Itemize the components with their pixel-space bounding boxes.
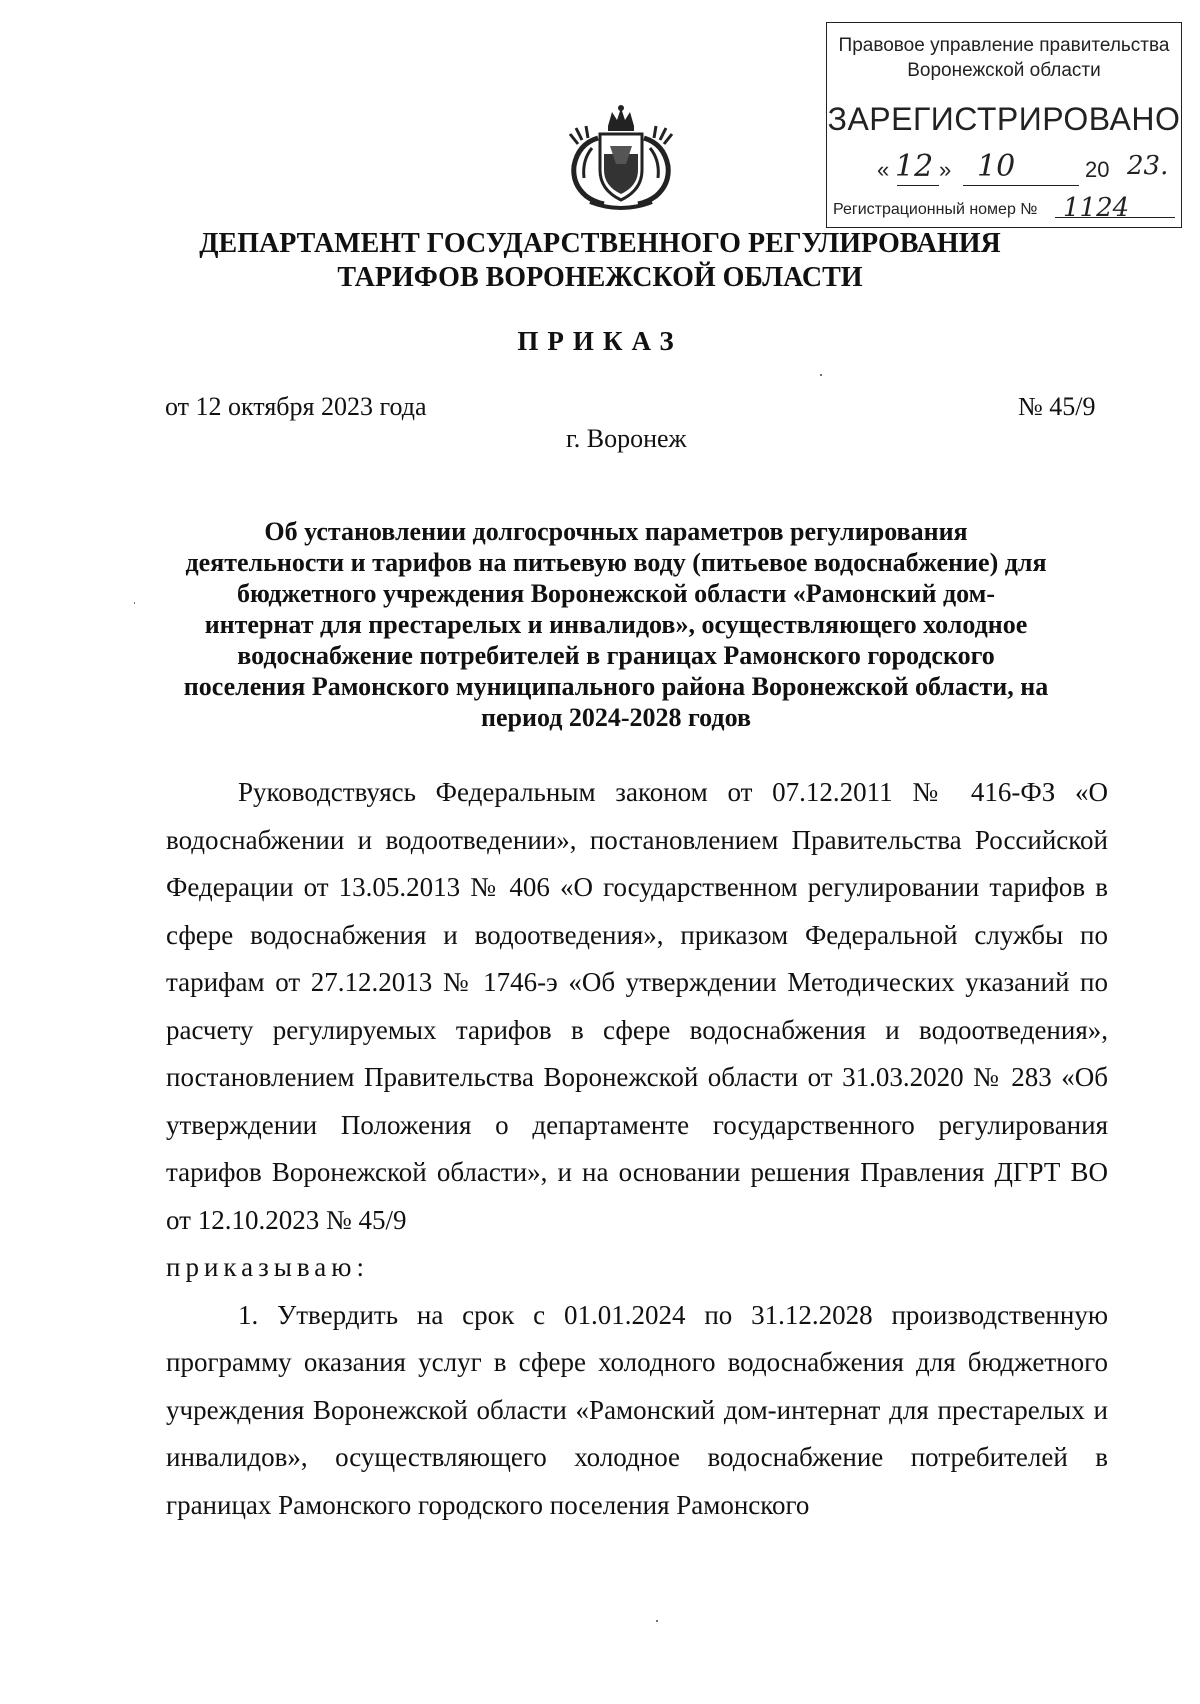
order-city: г. Воронеж — [566, 424, 687, 453]
order-item-1: 1. Утвердить на срок с 01.01.2024 по 31.12.2028 производственную программу оказания услуг в сфере холодного водоснабжения для бюджетного учреждения Воронежской области «Рамонский дом-интернат для престарелых и инвалидов», осуществляющего холодное водоснабжение потребителей в границах Рамонского городского поселения Рамонского — [166, 1299, 1108, 1520]
order-title-line: поселения Рамонского муниципального района Воронежской области, на — [183, 672, 1049, 701]
stamp-month-underline — [963, 185, 1079, 186]
order-title-line: бюджетного учреждения Воронежской области «Рамонский дом- — [236, 579, 996, 608]
order-title-line: деятельности и тарифов на питьевую воду (питьевое водоснабжение) для — [185, 548, 1047, 577]
scan-speck — [820, 374, 822, 376]
stamp-regnum-label: Регистрационный номер № — [833, 201, 1038, 218]
preamble-paragraph: Руководствуясь Федеральным законом от 07.12.2011 № 416-ФЗ «О водоснабжении и водоотведении», постановлением Правительства Российской Федерации от 13.05.2013 № 406 «О государственном регулировании тарифов в сфере водоснабжения и водоотведения», приказом Федеральной службы по тарифам от 27.12.2013 № 1746-э «Об утверждении Методических указаний по расчету регулируемых тарифов в сфере водоснабжения и водоотведения», постановлением Правительства Воронежской области от 31.03.2020 № 283 «Об утверждении Положения о департаменте государственного регулирования тарифов Воронежской области», и на основании решения Правления ДГРТ ВО от 12.10.2023 № 45/9 — [166, 777, 1108, 1235]
stamp-quote-open: « — [877, 157, 890, 182]
order-date: от 12 октября 2023 года — [165, 392, 427, 421]
order-number: № 45/9 — [1018, 392, 1096, 421]
order-title-line: Об установлении долгосрочных параметров регулирования — [264, 517, 968, 546]
stamp-org-line2: Воронежской области — [907, 60, 1101, 81]
stamp-org-line1: Правовое управление правительства — [838, 35, 1170, 56]
coat-of-arms-icon — [564, 104, 678, 214]
scan-speck — [656, 1620, 658, 1622]
stamp-month: 10 — [977, 149, 1016, 184]
stamp-regnum-row — [833, 193, 1175, 223]
document-type: ПРИКАЗ — [517, 326, 683, 356]
order-title — [150, 516, 1082, 733]
scan-speck — [134, 602, 135, 604]
department-name-line2: ТАРИФОВ ВОРОНЕЖСКОЙ ОБЛАСТИ — [337, 262, 863, 293]
stamp-date-row — [827, 149, 1181, 191]
order-body — [166, 769, 1108, 1529]
stamp-day: 12 — [895, 149, 934, 184]
stamp-year-prefix: 20 — [1085, 157, 1110, 182]
order-word: приказываю: — [166, 1252, 369, 1282]
registration-stamp — [826, 22, 1182, 228]
order-title-line: интернат для престарелых и инвалидов», осуществляющего холодное — [204, 610, 1028, 639]
order-title-line: водоснабжение потребителей в границах Рамонского городского — [237, 641, 995, 670]
order-title-line: период 2024-2028 годов — [481, 703, 751, 732]
stamp-year-suffix: 23. — [1127, 151, 1169, 181]
stamp-regnum-value: 1124 — [1063, 193, 1130, 223]
stamp-registered-label: ЗАРЕГИСТРИРОВАНО — [827, 101, 1181, 137]
stamp-quote-close: » — [939, 157, 952, 182]
stamp-day-underline — [897, 185, 939, 186]
department-name-line1: ДЕПАРТАМЕНТ ГОСУДАРСТВЕННОГО РЕГУЛИРОВАНИЯ — [199, 228, 1001, 259]
